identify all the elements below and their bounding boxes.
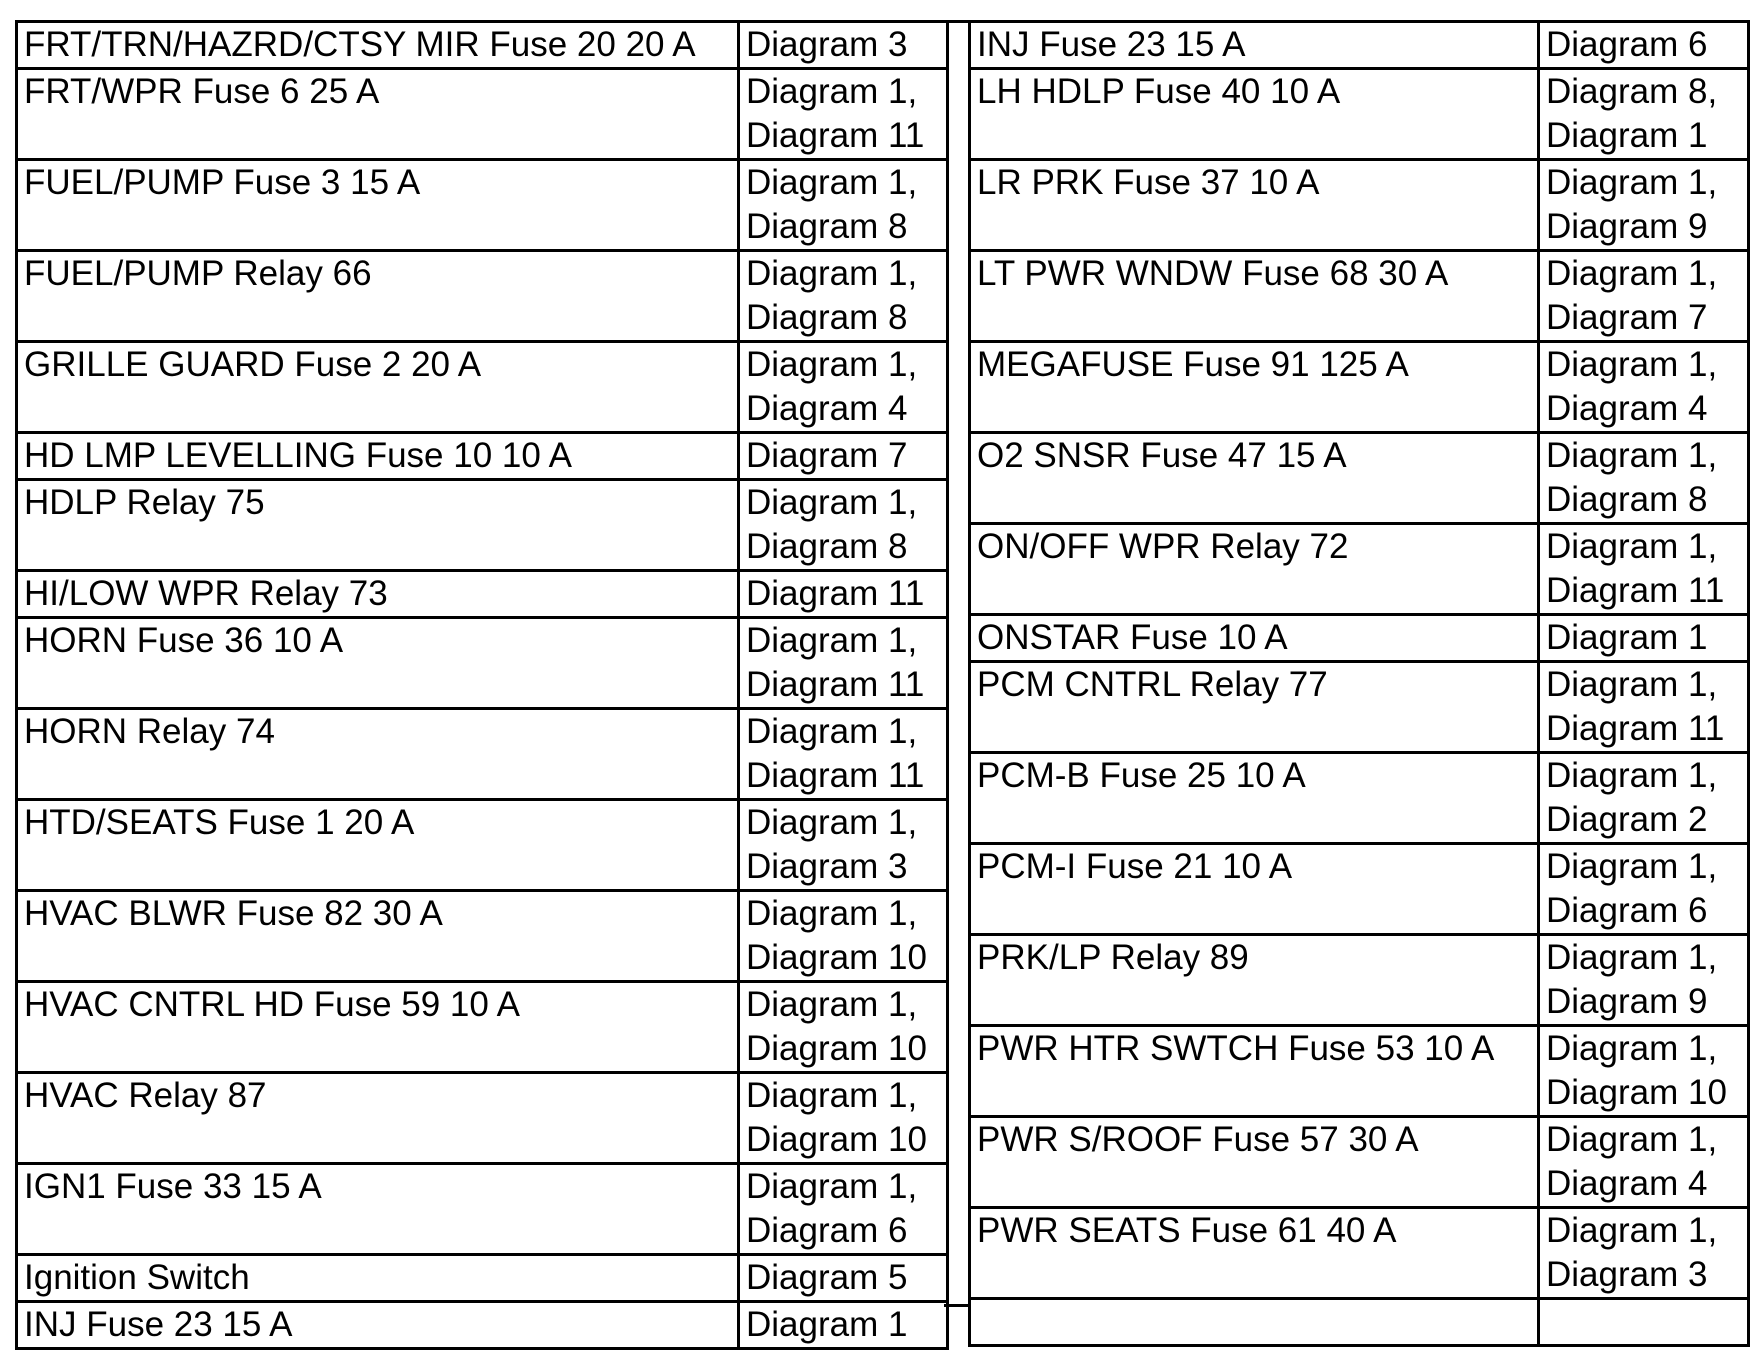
table-row (17, 1073, 948, 1164)
table-row (970, 251, 1749, 342)
table-row (970, 1299, 1749, 1346)
table-row (17, 480, 948, 571)
table-row (17, 709, 948, 800)
component-name: IGN1 Fuse 33 15 A (17, 1164, 739, 1255)
component-name: ON/OFF WPR Relay 72 (970, 524, 1539, 615)
table-row (970, 935, 1749, 1026)
diagram-reference: Diagram 1, Diagram 8 (739, 160, 948, 251)
table-row (17, 618, 948, 709)
component-name: HD LMP LEVELLING Fuse 10 10 A (17, 433, 739, 480)
component-name: PWR SEATS Fuse 61 40 A (970, 1208, 1539, 1299)
diagram-reference: Diagram 1, Diagram 8 (739, 251, 948, 342)
diagram-reference: Diagram 1, Diagram 4 (1539, 342, 1749, 433)
table-row (17, 160, 948, 251)
diagram-reference (1539, 1299, 1749, 1346)
component-name: HORN Fuse 36 10 A (17, 618, 739, 709)
diagram-reference: Diagram 8, Diagram 1 (1539, 69, 1749, 160)
table-row (17, 982, 948, 1073)
component-name: O2 SNSR Fuse 47 15 A (970, 433, 1539, 524)
component-name: GRILLE GUARD Fuse 2 20 A (17, 342, 739, 433)
diagram-reference: Diagram 1, Diagram 4 (1539, 1117, 1749, 1208)
diagram-reference: Diagram 7 (739, 433, 948, 480)
diagram-reference: Diagram 3 (739, 22, 948, 69)
diagram-reference: Diagram 6 (1539, 22, 1749, 69)
right-index-table (968, 20, 1750, 1347)
component-name: HDLP Relay 75 (17, 480, 739, 571)
diagram-reference: Diagram 1, Diagram 10 (739, 1073, 948, 1164)
table-row (970, 69, 1749, 160)
diagram-reference: Diagram 1 (739, 1302, 948, 1349)
component-name: PCM-I Fuse 21 10 A (970, 844, 1539, 935)
table-row (17, 1255, 948, 1302)
component-name: PCM-B Fuse 25 10 A (970, 753, 1539, 844)
diagram-reference: Diagram 1, Diagram 6 (1539, 844, 1749, 935)
component-name: MEGAFUSE Fuse 91 125 A (970, 342, 1539, 433)
left-index-body (17, 22, 948, 1349)
diagram-reference: Diagram 1, Diagram 6 (739, 1164, 948, 1255)
table-row (17, 342, 948, 433)
table-row (970, 22, 1749, 69)
component-name: HI/LOW WPR Relay 73 (17, 571, 739, 618)
diagram-reference: Diagram 1, Diagram 10 (1539, 1026, 1749, 1117)
component-name: LH HDLP Fuse 40 10 A (970, 69, 1539, 160)
table-row (970, 342, 1749, 433)
component-name: HTD/SEATS Fuse 1 20 A (17, 800, 739, 891)
table-row (970, 160, 1749, 251)
diagram-reference: Diagram 11 (739, 571, 948, 618)
diagram-reference: Diagram 1, Diagram 4 (739, 342, 948, 433)
table-row (17, 251, 948, 342)
diagram-reference: Diagram 1, Diagram 3 (1539, 1208, 1749, 1299)
table-row (17, 1164, 948, 1255)
diagram-reference: Diagram 1 (1539, 615, 1749, 662)
component-name: FUEL/PUMP Relay 66 (17, 251, 739, 342)
component-name: FRT/WPR Fuse 6 25 A (17, 69, 739, 160)
table-row (17, 571, 948, 618)
component-name: ONSTAR Fuse 10 A (970, 615, 1539, 662)
column-separator (944, 20, 968, 1307)
component-name: FUEL/PUMP Fuse 3 15 A (17, 160, 739, 251)
component-name: PWR HTR SWTCH Fuse 53 10 A (970, 1026, 1539, 1117)
diagram-reference: Diagram 1, Diagram 8 (1539, 433, 1749, 524)
diagram-reference: Diagram 1, Diagram 11 (739, 709, 948, 800)
diagram-reference: Diagram 1, Diagram 11 (1539, 662, 1749, 753)
component-name: PWR S/ROOF Fuse 57 30 A (970, 1117, 1539, 1208)
table-row (970, 615, 1749, 662)
diagram-reference: Diagram 1, Diagram 11 (739, 618, 948, 709)
diagram-reference: Diagram 1, Diagram 3 (739, 800, 948, 891)
component-name: FRT/TRN/HAZRD/CTSY MIR Fuse 20 20 A (17, 22, 739, 69)
table-row (970, 524, 1749, 615)
diagram-reference: Diagram 1, Diagram 2 (1539, 753, 1749, 844)
table-row (17, 69, 948, 160)
diagram-reference: Diagram 1, Diagram 10 (739, 982, 948, 1073)
component-name: PRK/LP Relay 89 (970, 935, 1539, 1026)
diagram-reference: Diagram 1, Diagram 7 (1539, 251, 1749, 342)
table-row (970, 844, 1749, 935)
diagram-reference: Diagram 1, Diagram 8 (739, 480, 948, 571)
table-row (970, 1117, 1749, 1208)
left-index-table (15, 20, 949, 1350)
diagram-reference: Diagram 1, Diagram 9 (1539, 935, 1749, 1026)
component-name: INJ Fuse 23 15 A (970, 22, 1539, 69)
table-row (17, 22, 948, 69)
table-row (970, 753, 1749, 844)
component-name: HVAC Relay 87 (17, 1073, 739, 1164)
table-row (17, 800, 948, 891)
component-name: LT PWR WNDW Fuse 68 30 A (970, 251, 1539, 342)
diagram-reference: Diagram 5 (739, 1255, 948, 1302)
table-row (970, 433, 1749, 524)
component-name: INJ Fuse 23 15 A (17, 1302, 739, 1349)
table-row (17, 891, 948, 982)
component-name: LR PRK Fuse 37 10 A (970, 160, 1539, 251)
component-name: HVAC BLWR Fuse 82 30 A (17, 891, 739, 982)
component-name: PCM CNTRL Relay 77 (970, 662, 1539, 753)
table-row (17, 1302, 948, 1349)
component-name: HORN Relay 74 (17, 709, 739, 800)
table-row (17, 433, 948, 480)
component-name: HVAC CNTRL HD Fuse 59 10 A (17, 982, 739, 1073)
component-name (970, 1299, 1539, 1346)
diagram-reference: Diagram 1, Diagram 11 (739, 69, 948, 160)
diagram-reference: Diagram 1, Diagram 10 (739, 891, 948, 982)
table-row (970, 1208, 1749, 1299)
table-row (970, 1026, 1749, 1117)
component-name: Ignition Switch (17, 1255, 739, 1302)
right-index-body (970, 22, 1749, 1346)
diagram-reference: Diagram 1, Diagram 11 (1539, 524, 1749, 615)
table-row (970, 662, 1749, 753)
diagram-reference: Diagram 1, Diagram 9 (1539, 160, 1749, 251)
